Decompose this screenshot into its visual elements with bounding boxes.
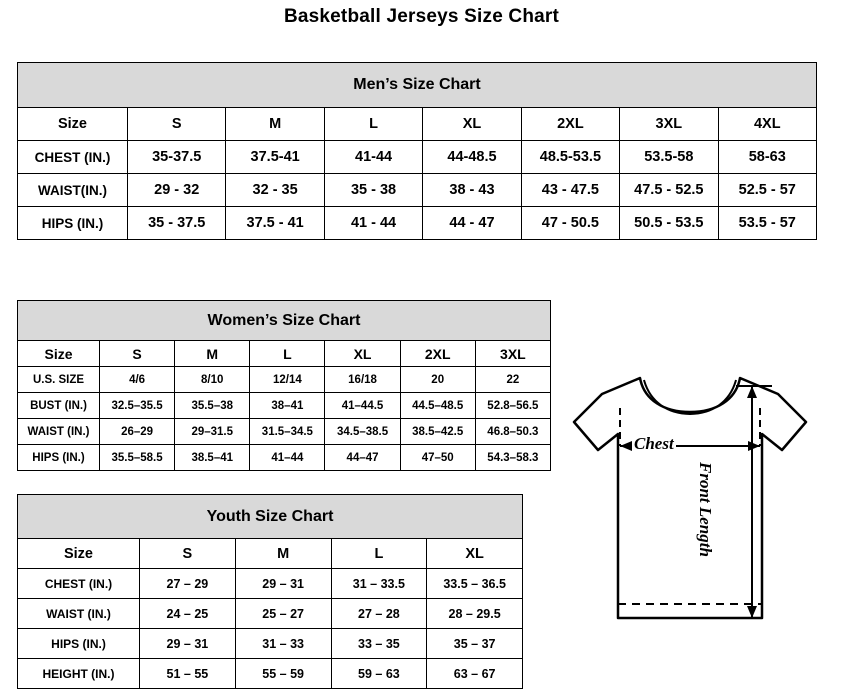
- table-row: [18, 207, 817, 240]
- table-cell: 38.5–41: [175, 445, 250, 471]
- table-cell: 35 - 37.5: [128, 207, 226, 240]
- table-cell: 22: [475, 367, 550, 393]
- column-header: L: [250, 341, 325, 367]
- table-cell: 41-44: [324, 141, 422, 174]
- table-row: [18, 569, 523, 599]
- table-row: [18, 659, 523, 689]
- row-label: WAIST (IN.): [18, 599, 140, 629]
- womens-chart-caption: Women’s Size Chart: [18, 301, 551, 341]
- table-cell: 16/18: [325, 367, 400, 393]
- table-cell: 24 – 25: [140, 599, 236, 629]
- table-header-row: [18, 539, 523, 569]
- table-cell: 44.5–48.5: [400, 393, 475, 419]
- table-row: [18, 174, 817, 207]
- table-cell: 35 - 38: [324, 174, 422, 207]
- table-cell: 52.5 - 57: [718, 174, 816, 207]
- table-row: [18, 445, 551, 471]
- table-cell: 44–47: [325, 445, 400, 471]
- column-header: 2XL: [521, 108, 619, 141]
- column-header: M: [175, 341, 250, 367]
- chest-measure-label: Chest: [634, 434, 674, 453]
- table-row: [18, 367, 551, 393]
- table-cell: 25 – 27: [235, 599, 331, 629]
- table-cell: 35.5–58.5: [100, 445, 175, 471]
- table-cell: 8/10: [175, 367, 250, 393]
- youth-size-chart-table: [17, 494, 523, 689]
- table-cell: 29–31.5: [175, 419, 250, 445]
- table-cell: 46.8–50.3: [475, 419, 550, 445]
- row-label: HEIGHT (IN.): [18, 659, 140, 689]
- column-header: Size: [18, 539, 140, 569]
- table-caption-row: [18, 63, 817, 108]
- table-cell: 38 - 43: [423, 174, 521, 207]
- row-label: WAIST(IN.): [18, 174, 128, 207]
- table-cell: 55 – 59: [235, 659, 331, 689]
- row-label: WAIST (IN.): [18, 419, 100, 445]
- table-header-row: [18, 108, 817, 141]
- table-cell: 29 – 31: [140, 629, 236, 659]
- row-label: HIPS (IN.): [18, 445, 100, 471]
- table-cell: 20: [400, 367, 475, 393]
- table-cell: 37.5-41: [226, 141, 324, 174]
- table-row: [18, 419, 551, 445]
- table-header-row: [18, 341, 551, 367]
- column-header: S: [128, 108, 226, 141]
- table-caption-row: [18, 301, 551, 341]
- table-cell: 44 - 47: [423, 207, 521, 240]
- column-header: L: [324, 108, 422, 141]
- table-cell: 47.5 - 52.5: [620, 174, 718, 207]
- table-row: [18, 393, 551, 419]
- column-header: 3XL: [475, 341, 550, 367]
- column-header: M: [235, 539, 331, 569]
- womens-size-chart-table: [17, 300, 551, 471]
- table-cell: 33.5 – 36.5: [427, 569, 523, 599]
- table-cell: 47–50: [400, 445, 475, 471]
- column-header: Size: [18, 341, 100, 367]
- table-cell: 32.5–35.5: [100, 393, 175, 419]
- table-cell: 38–41: [250, 393, 325, 419]
- youth-chart-caption: Youth Size Chart: [18, 495, 523, 539]
- column-header: 3XL: [620, 108, 718, 141]
- column-header: XL: [427, 539, 523, 569]
- table-cell: 27 – 28: [331, 599, 427, 629]
- table-cell: 34.5–38.5: [325, 419, 400, 445]
- column-header: 2XL: [400, 341, 475, 367]
- table-cell: 37.5 - 41: [226, 207, 324, 240]
- row-label: CHEST (IN.): [18, 141, 128, 174]
- table-cell: 41 - 44: [324, 207, 422, 240]
- row-label: BUST (IN.): [18, 393, 100, 419]
- table-caption-row: [18, 495, 523, 539]
- table-cell: 29 - 32: [128, 174, 226, 207]
- row-label: CHEST (IN.): [18, 569, 140, 599]
- table-cell: 48.5-53.5: [521, 141, 619, 174]
- table-cell: 31.5–34.5: [250, 419, 325, 445]
- table-cell: 27 – 29: [140, 569, 236, 599]
- table-row: [18, 599, 523, 629]
- column-header: L: [331, 539, 427, 569]
- table-cell: 38.5–42.5: [400, 419, 475, 445]
- table-cell: 50.5 - 53.5: [620, 207, 718, 240]
- table-cell: 63 – 67: [427, 659, 523, 689]
- row-label: HIPS (IN.): [18, 629, 140, 659]
- row-label: U.S. SIZE: [18, 367, 100, 393]
- column-header: S: [100, 341, 175, 367]
- column-header: S: [140, 539, 236, 569]
- mens-size-chart-table: [17, 62, 817, 240]
- table-cell: 43 - 47.5: [521, 174, 619, 207]
- table-cell: 35-37.5: [128, 141, 226, 174]
- table-cell: 31 – 33: [235, 629, 331, 659]
- table-cell: 53.5-58: [620, 141, 718, 174]
- table-cell: 51 – 55: [140, 659, 236, 689]
- table-cell: 44-48.5: [423, 141, 521, 174]
- table-cell: 35.5–38: [175, 393, 250, 419]
- table-row: [18, 141, 817, 174]
- table-cell: 52.8–56.5: [475, 393, 550, 419]
- column-header: XL: [423, 108, 521, 141]
- column-header: XL: [325, 341, 400, 367]
- table-cell: 58-63: [718, 141, 816, 174]
- table-cell: 12/14: [250, 367, 325, 393]
- table-cell: 28 – 29.5: [427, 599, 523, 629]
- table-cell: 47 - 50.5: [521, 207, 619, 240]
- column-header: 4XL: [718, 108, 816, 141]
- table-cell: 33 – 35: [331, 629, 427, 659]
- table-cell: 29 – 31: [235, 569, 331, 599]
- table-cell: 41–44: [250, 445, 325, 471]
- page-title: Basketball Jerseys Size Chart: [283, 6, 560, 27]
- table-cell: 41–44.5: [325, 393, 400, 419]
- table-cell: 35 – 37: [427, 629, 523, 659]
- column-header: M: [226, 108, 324, 141]
- table-cell: 31 – 33.5: [331, 569, 427, 599]
- table-cell: 32 - 35: [226, 174, 324, 207]
- shirt-measurement-diagram: [540, 350, 840, 672]
- column-header: Size: [18, 108, 128, 141]
- table-cell: 54.3–58.3: [475, 445, 550, 471]
- table-cell: 26–29: [100, 419, 175, 445]
- front-length-measure-label: Front Length: [696, 462, 715, 557]
- table-cell: 59 – 63: [331, 659, 427, 689]
- mens-chart-caption: Men’s Size Chart: [18, 63, 817, 108]
- table-row: [18, 629, 523, 659]
- row-label: HIPS (IN.): [18, 207, 128, 240]
- table-cell: 53.5 - 57: [718, 207, 816, 240]
- tshirt-icon: [540, 350, 840, 672]
- table-cell: 4/6: [100, 367, 175, 393]
